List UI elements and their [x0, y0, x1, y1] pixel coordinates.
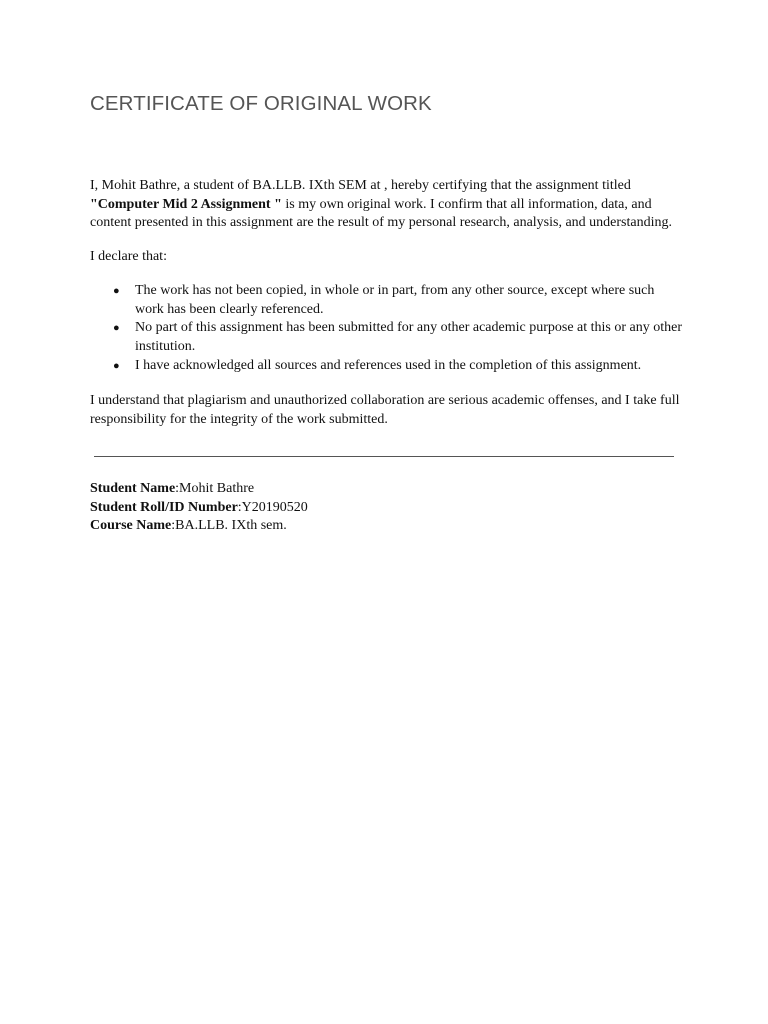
declaration-list — [90, 282, 690, 376]
assignment-title: "Computer Mid 2 Assignment " — [90, 196, 282, 212]
bullet-line-1: The work has not been copied, in whole or in part, from any other source, except where such — [135, 283, 655, 298]
bullet-line-2: work has been clearly referenced. — [135, 301, 324, 317]
intro-line-1: I, Mohit Bathre, a student of BA.LLB. IXth SEM at , hereby certifying that the assignment titled — [90, 178, 631, 193]
bullet-icon: ● — [113, 359, 120, 372]
student-roll-value: :Y20190520 — [237, 499, 308, 515]
course-name-value: :BA.LLB. IXth sem. — [171, 518, 287, 534]
list-item — [90, 319, 690, 356]
intro-paragraph — [90, 177, 690, 233]
bullet-icon: ● — [113, 285, 120, 297]
closing-line-2: responsibility for the integrity of the work submitted. — [90, 411, 388, 427]
bullet-line-1: No part of this assignment has been submitted for any other academic purpose at this or any other — [135, 320, 683, 336]
intro-line-2-rest: is my own original work. I confirm that all information, data, and — [281, 196, 652, 212]
course-name-label: Course Name — [90, 518, 172, 534]
course-name-row — [90, 517, 690, 536]
divider — [94, 456, 674, 457]
certificate-title: CERTIFICATE OF ORIGINAL WORK — [90, 92, 432, 115]
student-roll-row — [90, 499, 690, 518]
bullet-line-2: institution. — [135, 339, 196, 355]
list-item — [90, 282, 690, 319]
student-info — [90, 480, 690, 536]
bullet-line-1: I have acknowledged all sources and references used in the completion of this assignment. — [135, 357, 642, 373]
intro-line-3: content presented in this assignment are the result of my personal research, analysis, and understanding. — [90, 215, 672, 231]
closing-paragraph — [90, 392, 690, 429]
student-name-value: :Mohit Bathre — [175, 481, 255, 496]
list-item — [90, 357, 690, 376]
intro-line-2 — [90, 196, 690, 215]
student-name-row — [90, 480, 690, 499]
bullet-icon: ● — [113, 322, 120, 335]
declare-heading: I declare that: — [90, 249, 167, 264]
student-name-label: Student Name — [90, 481, 176, 496]
student-roll-label: Student Roll/ID Number — [90, 499, 238, 515]
closing-line-1: I understand that plagiarism and unauthorized collaboration are serious academic offenses, and I take full — [90, 393, 680, 408]
